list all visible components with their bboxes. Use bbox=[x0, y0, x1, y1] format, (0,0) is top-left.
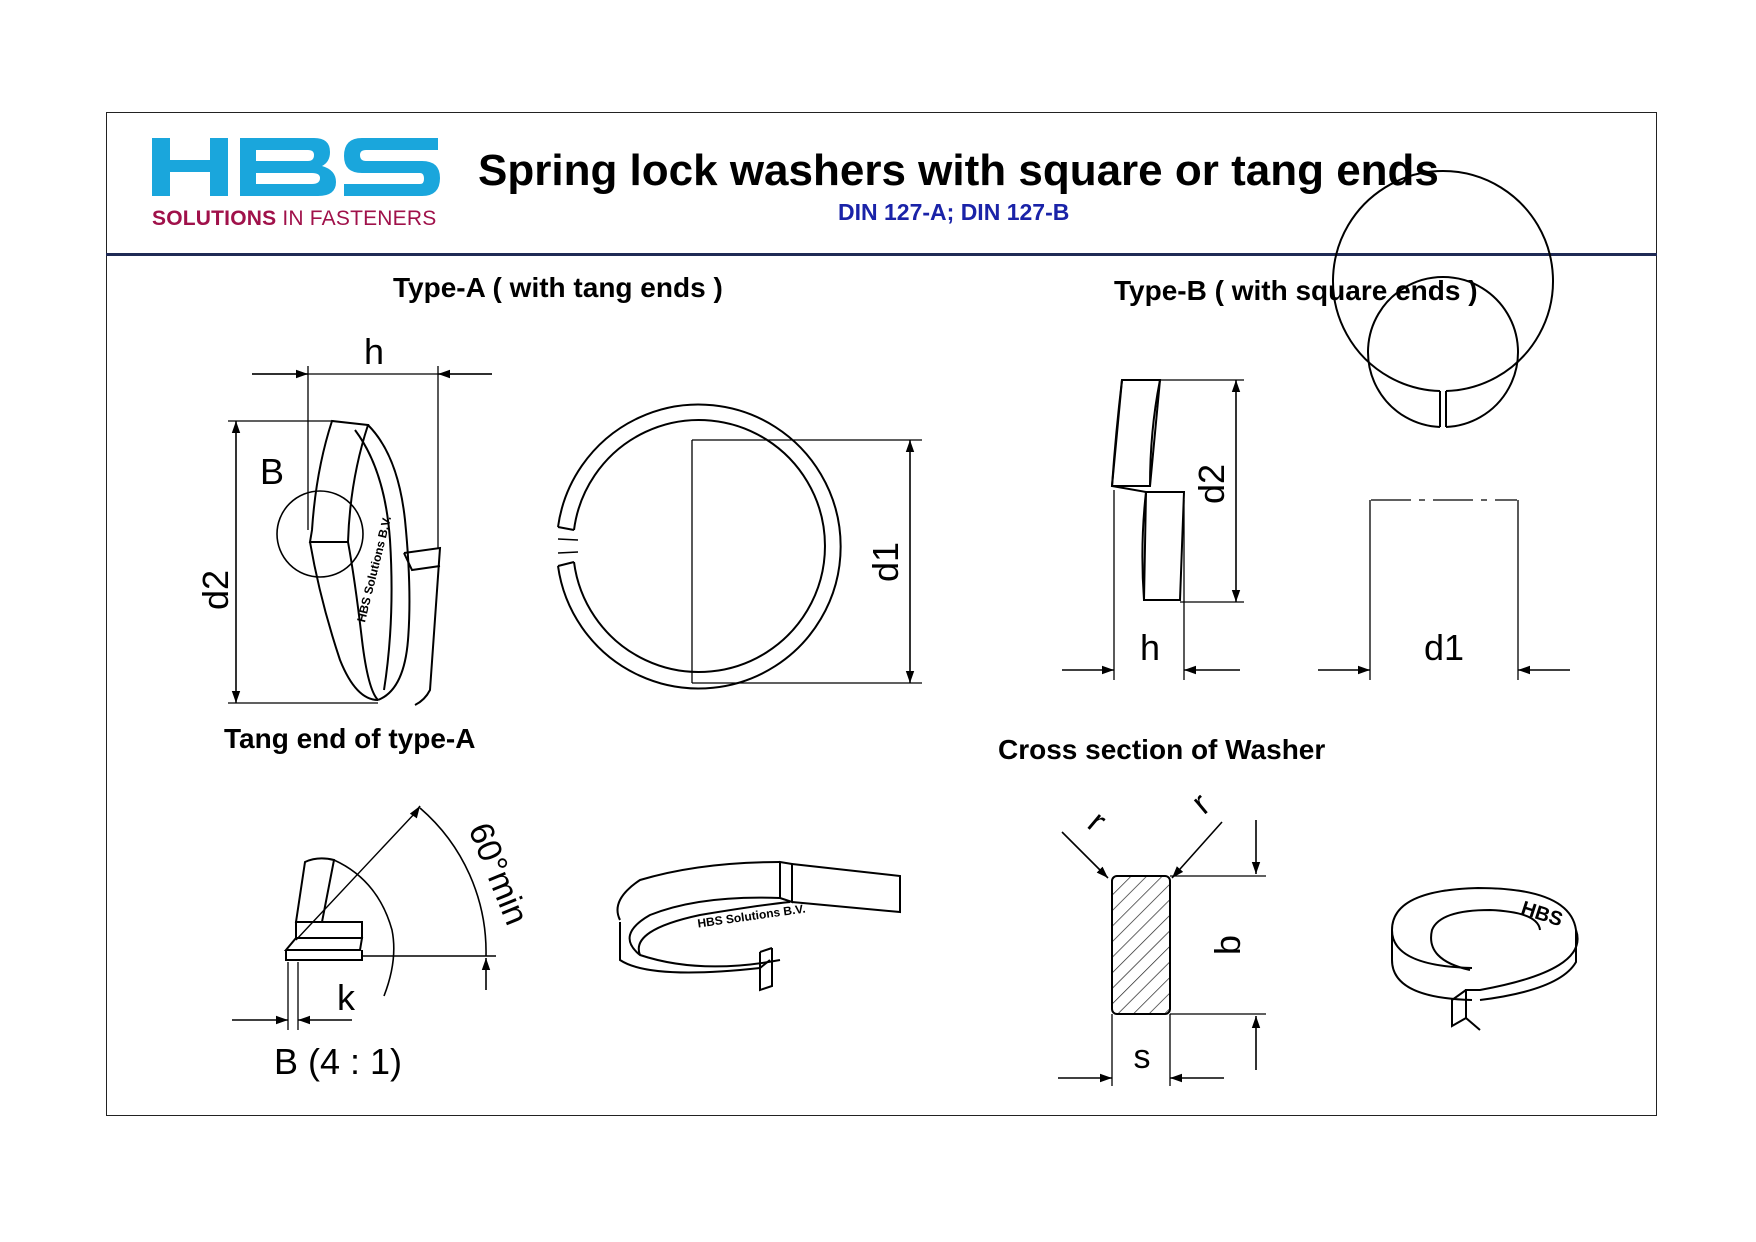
tang-angle-label: 60°min bbox=[460, 817, 536, 931]
type-b-top-view bbox=[1318, 171, 1570, 680]
tang-stamp: HBS Solutions B.V. bbox=[696, 901, 807, 931]
type-a-b-label: B bbox=[259, 451, 285, 492]
type-a-isometric-view bbox=[618, 862, 901, 990]
tang-end-detail bbox=[232, 806, 496, 1030]
section-tang-end-title: Tang end of type-A bbox=[224, 723, 476, 754]
logo-tagline bbox=[152, 207, 436, 231]
cross-section-r-right-label: r bbox=[1184, 785, 1218, 822]
section-type-b-title: Type-B ( with square ends ) bbox=[1114, 275, 1478, 306]
page-title: Spring lock washers with square or tang ends bbox=[478, 146, 1439, 195]
cross-section-r-left-label: r bbox=[1080, 803, 1114, 840]
iso-washer-stamp: HBS bbox=[1518, 897, 1566, 932]
type-a-side-view bbox=[228, 366, 492, 705]
tang-k-label: k bbox=[337, 977, 355, 1018]
tang-scale-label: B (4 : 1) bbox=[273, 1041, 403, 1082]
page-subtitle: DIN 127-A; DIN 127-B bbox=[838, 199, 1070, 225]
section-cross-section-title: Cross section of Washer bbox=[998, 734, 1326, 765]
type-a-h-label: h bbox=[363, 331, 385, 372]
hbs-logo bbox=[152, 138, 440, 196]
type-b-d1-label: d1 bbox=[1423, 627, 1465, 668]
type-a-d2-label: d2 bbox=[195, 569, 236, 611]
cross-section-s-label: s bbox=[1133, 1038, 1151, 1076]
cross-section-b-label: b bbox=[1207, 934, 1248, 956]
logo-tagline-rest: IN FASTENERS bbox=[282, 207, 437, 230]
logo-tagline-bold: SOLUTIONS bbox=[152, 207, 277, 230]
section-type-a-title: Type-A ( with tang ends ) bbox=[393, 272, 723, 303]
type-b-h-label: h bbox=[1139, 627, 1161, 668]
type-b-d2-label: d2 bbox=[1191, 463, 1232, 505]
type-a-stamp: HBS Solutions B.V. bbox=[354, 514, 395, 624]
type-a-d1-label: d1 bbox=[865, 541, 906, 583]
